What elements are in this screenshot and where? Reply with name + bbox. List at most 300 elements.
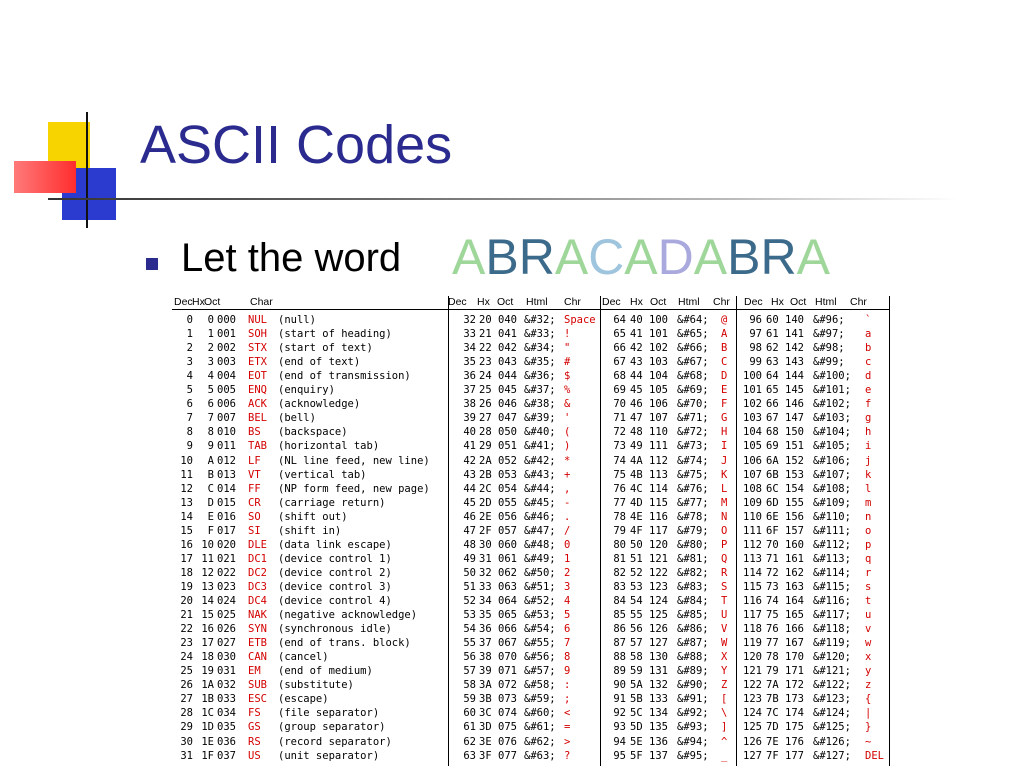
table-cell: 126 <box>743 735 762 748</box>
word-art-letter: C <box>588 229 625 285</box>
table-cell: 97 <box>749 328 762 341</box>
table-cell: + <box>564 468 571 481</box>
table-cell: 006 <box>217 398 236 411</box>
table-cell: 3E <box>479 735 492 748</box>
table-cell: 037 <box>217 749 236 762</box>
word-art-letter: A <box>624 229 658 285</box>
table-cell: (data link escape) <box>278 538 392 551</box>
bullet-text: Let the word <box>181 236 402 280</box>
table-cell: * <box>564 454 571 467</box>
table-cell: &#64; <box>677 314 709 326</box>
table-cell: 113 <box>649 468 668 481</box>
table-cell: 54 <box>630 595 643 607</box>
table-cell: ESC <box>248 693 267 706</box>
table-header-cell: Hx <box>192 296 205 308</box>
table-cell: 18 <box>201 651 214 664</box>
table-cell: 3 <box>186 356 193 369</box>
table-cell: m <box>865 496 872 509</box>
table-cell: 77 <box>766 637 779 650</box>
table-cell: 59 <box>463 693 476 706</box>
table-cell: } <box>865 721 872 734</box>
table-cell: , <box>564 482 571 495</box>
table-cell: &#119; <box>813 637 851 650</box>
table-cell: 7 <box>186 412 193 425</box>
table-cell: FF <box>248 482 261 495</box>
table-header-cell: Hx <box>630 296 643 308</box>
table-cell: &#47; <box>524 524 556 537</box>
table-cell: (device control 3) <box>278 580 392 593</box>
table-cell: &#125; <box>813 721 851 734</box>
table-cell: 56 <box>630 623 643 636</box>
table-row <box>172 482 890 496</box>
table-cell: 030 <box>217 651 236 664</box>
word-art-letter: A <box>554 229 589 285</box>
table-cell: 75 <box>613 468 626 481</box>
table-cell: 26 <box>180 679 193 692</box>
table-cell: 5D <box>630 721 643 734</box>
table-cell: SUB <box>248 679 267 692</box>
table-header-cell: Html <box>815 296 837 308</box>
table-cell: 105 <box>649 384 668 397</box>
table-cell: (NP form feed, new page) <box>278 482 430 495</box>
table-cell: 057 <box>498 524 517 537</box>
table-cell: 173 <box>785 693 804 706</box>
table-cell: P <box>721 538 728 551</box>
table-cell: 101 <box>649 328 668 341</box>
table-cell: 023 <box>217 580 236 593</box>
table-row <box>172 580 890 594</box>
table-cell: 6C <box>766 482 779 495</box>
table-cell: (enquiry) <box>278 384 335 397</box>
table-cell: 171 <box>785 665 804 678</box>
table-cell: &#100; <box>813 370 851 383</box>
table-cell: 6A <box>766 454 779 467</box>
table-cell: 176 <box>785 735 804 748</box>
table-cell: &#58; <box>524 679 556 692</box>
table-cell: 116 <box>743 595 762 607</box>
table-cell: 72 <box>766 566 779 579</box>
table-cell: &#85; <box>677 609 709 622</box>
table-cell: 43 <box>463 468 476 481</box>
table-cell: n <box>865 510 872 523</box>
table-cell: 4A <box>630 454 643 467</box>
table-cell: CAN <box>248 651 267 664</box>
table-cell: 3B <box>479 693 492 706</box>
table-cell: 075 <box>498 721 517 734</box>
table-cell: 25 <box>479 384 492 397</box>
table-cell: 16 <box>201 623 214 636</box>
table-cell: 28 <box>479 426 492 439</box>
table-cell: &#99; <box>813 356 845 369</box>
table-cell: 5B <box>630 693 643 706</box>
table-cell: 016 <box>217 510 236 523</box>
table-cell: 9 <box>564 665 571 678</box>
table-cell: 1E <box>201 735 214 748</box>
table-cell: 021 <box>217 552 236 565</box>
table-cell: 6E <box>766 510 779 523</box>
table-cell: 39 <box>479 665 492 678</box>
table-header-cell: Dec <box>174 296 193 308</box>
table-cell: 055 <box>498 496 517 509</box>
table-cell: RS <box>248 735 261 748</box>
table-cell: 19 <box>201 665 214 678</box>
table-cell: 110 <box>743 510 762 523</box>
table-row <box>172 538 890 552</box>
table-cell: &#45; <box>524 496 556 509</box>
table-cell: 143 <box>785 356 804 369</box>
table-cell: 54 <box>463 623 476 636</box>
table-cell: 60 <box>766 314 779 326</box>
table-cell: &#54; <box>524 623 556 636</box>
table-cell: &#76; <box>677 482 709 495</box>
table-cell: &#67; <box>677 356 709 369</box>
table-cell: 69 <box>613 384 626 397</box>
table-cell: 6F <box>766 524 779 537</box>
table-cell: &#35; <box>524 356 556 369</box>
table-cell: 105 <box>743 440 762 453</box>
table-cell: 48 <box>630 426 643 439</box>
table-cell: 47 <box>630 412 643 425</box>
table-header-cell: Chr <box>564 296 581 308</box>
table-cell: EM <box>248 665 261 678</box>
table-cell: 125 <box>743 721 762 734</box>
table-cell: 2B <box>479 468 492 481</box>
table-cell: &#80; <box>677 538 709 551</box>
table-cell: &#89; <box>677 665 709 678</box>
table-cell: ; <box>564 693 571 706</box>
table-cell: 047 <box>498 412 517 425</box>
table-cell: 147 <box>785 412 804 425</box>
table-cell: 40 <box>463 426 476 439</box>
table-cell: 117 <box>743 609 762 622</box>
table-cell: &#115; <box>813 580 851 593</box>
table-cell: &#126; <box>813 735 851 748</box>
table-cell: I <box>721 440 728 453</box>
table-cell: 013 <box>217 468 236 481</box>
table-cell: 6 <box>186 398 193 411</box>
table-cell: (end of medium) <box>278 665 373 678</box>
table-cell: 73 <box>766 580 779 593</box>
table-cell: 55 <box>630 609 643 622</box>
table-cell: 070 <box>498 651 517 664</box>
table-cell: GS <box>248 721 261 734</box>
table-cell: ? <box>564 749 571 762</box>
table-cell: 41 <box>630 328 643 341</box>
table-cell: 53 <box>463 609 476 622</box>
table-cell: (NL line feed, new line) <box>278 454 430 467</box>
table-cell: 79 <box>613 524 626 537</box>
table-cell: (device control 4) <box>278 595 392 607</box>
table-cell: 125 <box>649 609 668 622</box>
table-cell: 1 <box>207 328 214 341</box>
table-cell: 55 <box>463 637 476 650</box>
table-cell: 115 <box>743 580 762 593</box>
table-cell: [ <box>721 693 728 706</box>
table-cell: \ <box>721 707 728 720</box>
table-cell: 046 <box>498 398 517 411</box>
table-cell: 104 <box>649 370 668 383</box>
table-cell: o <box>865 524 872 537</box>
table-cell: &#102; <box>813 398 851 411</box>
table-cell: 5 <box>186 384 193 397</box>
table-cell: 111 <box>743 524 762 537</box>
table-cell: 35 <box>479 609 492 622</box>
table-cell: EOT <box>248 370 267 383</box>
table-cell: &#94; <box>677 735 709 748</box>
table-cell: &#124; <box>813 707 851 720</box>
table-cell: 7D <box>766 721 779 734</box>
table-cell: ` <box>865 314 872 326</box>
table-cell: 22 <box>180 623 193 636</box>
table-cell: 123 <box>649 580 668 593</box>
table-cell: TAB <box>248 440 267 453</box>
table-cell: 6B <box>766 468 779 481</box>
table-cell: 8 <box>564 651 571 664</box>
table-header-rule <box>172 309 890 310</box>
table-cell: &#60; <box>524 707 556 720</box>
table-cell: 49 <box>630 440 643 453</box>
table-cell: 4E <box>630 510 643 523</box>
table-cell: 36 <box>463 370 476 383</box>
table-cell: &#109; <box>813 496 851 509</box>
table-cell: 1 <box>186 328 193 341</box>
table-cell: 1C <box>201 707 214 720</box>
table-cell: &#113; <box>813 552 851 565</box>
table-cell: 67 <box>613 356 626 369</box>
table-cell: (end of text) <box>278 356 361 369</box>
table-row <box>172 411 890 425</box>
table-cell: 46 <box>630 398 643 411</box>
table-cell: &#71; <box>677 412 709 425</box>
table-cell: 111 <box>649 440 668 453</box>
table-cell: &#62; <box>524 735 556 748</box>
table-cell: 28 <box>180 707 193 720</box>
table-cell: 2 <box>207 342 214 355</box>
table-cell: k <box>865 468 872 481</box>
table-cell: @ <box>721 314 728 326</box>
table-cell: &#127; <box>813 749 851 762</box>
table-cell: 116 <box>649 510 668 523</box>
table-cell: &#57; <box>524 665 556 678</box>
table-cell: 1D <box>201 721 214 734</box>
table-cell: 95 <box>613 749 626 762</box>
table-row <box>172 510 890 524</box>
table-cell: 112 <box>743 538 762 551</box>
table-cell: 68 <box>766 426 779 439</box>
table-cell: 20 <box>180 595 193 607</box>
table-cell: 140 <box>785 314 804 326</box>
table-cell: 118 <box>743 623 762 636</box>
table-cell: &#112; <box>813 538 851 551</box>
table-cell: 137 <box>649 749 668 762</box>
table-cell: &#118; <box>813 623 851 636</box>
table-cell: 74 <box>766 595 779 607</box>
table-cell: 65 <box>766 384 779 397</box>
table-cell: 5A <box>630 679 643 692</box>
table-cell: 054 <box>498 482 517 495</box>
table-cell: &#108; <box>813 482 851 495</box>
table-cell: FS <box>248 707 261 720</box>
table-cell: (device control 1) <box>278 552 392 565</box>
table-header-cell: Html <box>678 296 700 308</box>
table-cell: 40 <box>630 314 643 326</box>
table-cell: < <box>564 707 571 720</box>
table-cell: $ <box>564 370 571 383</box>
word-art-letter: A <box>452 229 486 285</box>
table-cell: 110 <box>649 426 668 439</box>
table-cell: 043 <box>498 356 517 369</box>
table-cell: (cancel) <box>278 651 329 664</box>
table-cell: J <box>721 454 728 467</box>
table-cell: SO <box>248 510 261 523</box>
table-cell: &#75; <box>677 468 709 481</box>
table-cell: 7B <box>766 693 779 706</box>
table-cell: 100 <box>743 370 762 383</box>
table-cell: 66 <box>766 398 779 411</box>
table-cell: 131 <box>649 665 668 678</box>
table-cell: 113 <box>743 552 762 565</box>
table-cell: (negative acknowledge) <box>278 609 418 622</box>
table-cell: (null) <box>278 314 316 326</box>
table-cell: 22 <box>479 342 492 355</box>
table-cell: 4 <box>207 370 214 383</box>
table-cell: (horizontal tab) <box>278 440 380 453</box>
table-cell: 6 <box>207 398 214 411</box>
table-cell: 044 <box>498 370 517 383</box>
table-cell: 101 <box>743 384 762 397</box>
table-cell: (bell) <box>278 412 316 425</box>
table-cell: 71 <box>766 552 779 565</box>
table-cell: 82 <box>613 566 626 579</box>
table-cell: 031 <box>217 665 236 678</box>
table-cell: = <box>564 721 571 734</box>
table-cell: 42 <box>463 454 476 467</box>
table-cell: 4B <box>630 468 643 481</box>
table-cell: 52 <box>630 566 643 579</box>
table-cell: 121 <box>649 552 668 565</box>
table-cell: 90 <box>613 679 626 692</box>
table-cell: 160 <box>785 538 804 551</box>
table-cell: US <box>248 749 261 762</box>
table-cell: 7E <box>766 735 779 748</box>
table-cell: &#65; <box>677 328 709 341</box>
table-cell: &#52; <box>524 595 556 607</box>
table-cell: X <box>721 651 728 664</box>
table-cell: 94 <box>613 735 626 748</box>
table-cell: 146 <box>785 398 804 411</box>
table-cell: 2 <box>564 566 571 579</box>
table-cell: 151 <box>785 440 804 453</box>
table-cell: / <box>564 524 571 537</box>
table-cell: 104 <box>743 426 762 439</box>
table-cell: 83 <box>613 580 626 593</box>
table-cell: 4 <box>564 595 571 607</box>
table-cell: 122 <box>743 679 762 692</box>
table-cell: 8 <box>186 426 193 439</box>
table-cell: R <box>721 566 728 579</box>
table-cell: 74 <box>613 454 626 467</box>
table-cell: &#46; <box>524 510 556 523</box>
table-cell: 31 <box>479 552 492 565</box>
table-cell: T <box>721 595 728 607</box>
table-cell: ENQ <box>248 384 267 397</box>
table-cell: 035 <box>217 721 236 734</box>
table-cell: (shift out) <box>278 510 348 523</box>
table-cell: &#41; <box>524 440 556 453</box>
table-cell: 5F <box>630 749 643 762</box>
table-cell: 58 <box>463 679 476 692</box>
table-cell: F <box>721 398 728 411</box>
table-cell: 072 <box>498 679 517 692</box>
table-cell: 1A <box>201 679 214 692</box>
table-cell: 144 <box>785 370 804 383</box>
table-cell: 4 <box>186 370 193 383</box>
table-cell: DLE <box>248 538 267 551</box>
table-cell: 108 <box>743 482 762 495</box>
table-cell: CR <box>248 496 261 509</box>
table-cell: 024 <box>217 595 236 607</box>
table-cell: &#48; <box>524 538 556 551</box>
table-cell: &#68; <box>677 370 709 383</box>
table-cell: t <box>865 595 872 607</box>
table-cell: j <box>865 454 872 467</box>
table-cell: 001 <box>217 328 236 341</box>
table-header-cell: Oct <box>204 296 221 308</box>
table-cell: 073 <box>498 693 517 706</box>
table-row <box>172 594 890 608</box>
table-cell: 6 <box>564 623 571 636</box>
table-cell: 112 <box>649 454 668 467</box>
table-cell: 130 <box>649 651 668 664</box>
table-cell: &#105; <box>813 440 851 453</box>
table-cell: 052 <box>498 454 517 467</box>
table-cell: 0 <box>186 314 193 326</box>
table-cell: 034 <box>217 707 236 720</box>
table-cell: &#106; <box>813 454 851 467</box>
table-cell: 076 <box>498 735 517 748</box>
table-cell: 051 <box>498 440 517 453</box>
table-cell: 020 <box>217 538 236 551</box>
table-cell: 72 <box>613 426 626 439</box>
table-row <box>172 552 890 566</box>
table-cell: " <box>564 342 571 355</box>
table-cell: 126 <box>649 623 668 636</box>
table-cell: f <box>865 398 872 411</box>
table-cell: 5C <box>630 707 643 720</box>
table-header-cell: Oct <box>790 296 807 308</box>
table-cell: (vertical tab) <box>278 468 367 481</box>
table-cell: 5E <box>630 735 643 748</box>
table-cell: 3D <box>479 721 492 734</box>
table-cell: 053 <box>498 468 517 481</box>
table-cell: 3 <box>564 580 571 593</box>
table-cell: 012 <box>217 454 236 467</box>
table-cell: O <box>721 524 728 537</box>
table-cell: 017 <box>217 524 236 537</box>
table-cell: 002 <box>217 342 236 355</box>
table-cell: &#56; <box>524 651 556 664</box>
table-cell: &#34; <box>524 342 556 355</box>
table-row <box>172 706 890 720</box>
table-cell: 15 <box>180 524 193 537</box>
table-cell: 27 <box>479 412 492 425</box>
table-cell: 102 <box>743 398 762 411</box>
table-cell: 62 <box>463 735 476 748</box>
table-cell: 46 <box>463 510 476 523</box>
table-cell: 041 <box>498 328 517 341</box>
table-cell: &#104; <box>813 426 851 439</box>
table-cell: 57 <box>463 665 476 678</box>
